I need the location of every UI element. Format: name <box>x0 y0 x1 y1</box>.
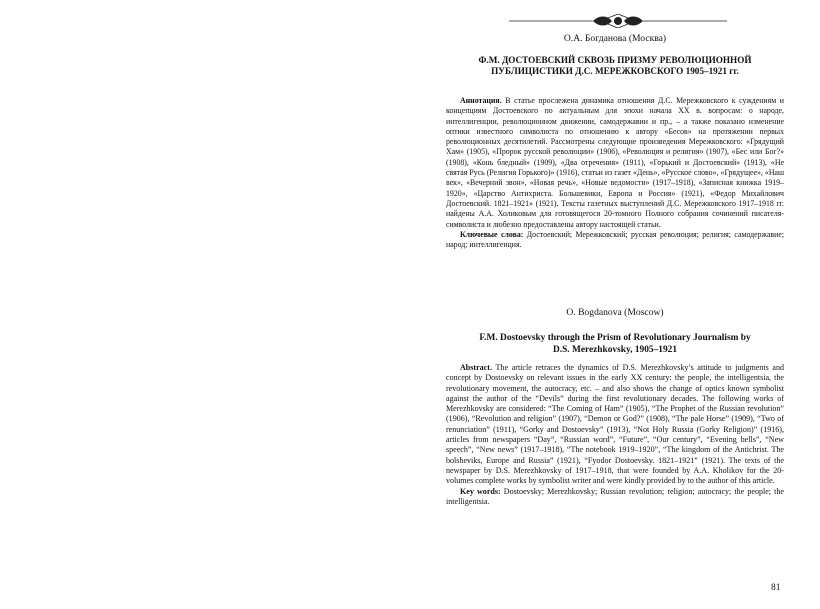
abstract-en-text: The article retraces the dynamics of D.S. Merezhkovsky’s attitude to judgments and concept by Dostoevsky on relevant issues in the early XX century: the people, the intelligentsia, the revolutionary movement, the autocracy, etc. – and also shows the change of optics known symbolist against the author of the “Devils” during the first revolutionary decades. The following works of Merezhkovsky are considered: “The Coming of Ham” (1905), “The Prophet of the Russian revolution” (1906), “Revolution and religion” (1907), “Demon or God?” (1908), “The pale Horse” (1909), “Two of renunciation” (1911), “Gorky and Dostoevsky” (1913), “Not Holy Russia (Gorky Religion)” (1916), articles from newspapers “Day”, “Russian word”, “Future”, “Our century”, “Evening bells”, “New speech”, “New news” (1917–1918), “The notebook 1919–1920”, “The kingdom of the Antichrist. The bolsheviks, Europe and Russia” (1921), “Fyodor Dostoevsky. 1821–1921” (1921). The texts of the newspaper by D.S. Merezhkovsky of 1917–1918, that were founded by A.A. Kholikov for the 20-volumes complete works by symbolist writer and were kindly provided by to the author of this article. <box>446 363 784 486</box>
title-ru-line-2: ПУБЛИЦИСТИКИ Д.С. МЕРЕЖКОВСКОГО 1905–1921 гг. <box>491 66 739 77</box>
abstract-en-paragraph <box>446 363 784 487</box>
abstract-ru-label: Аннотация. <box>460 96 502 105</box>
keywords-ru-text: Достоевский; Мережковский; русская революция; религия; самодержавие; народ; интеллигенция. <box>446 229 784 250</box>
author-ru: О.А. Богданова (Москва) <box>563 33 667 44</box>
abstract-ru-text: В статье прослежена динамика отношения Д.С. Мережковского к суждениям и концепциям Достоевского по актуальным для эпохи начала XX в. вопросам: о народе, интеллигенции, революционном движении, самодержавии и пр., – а также показано изменение оптики известного символиста по отношению к автору «Бесов» на протяжении первых революционных десятилетий. Рассмотрены следующие произведения Мережковского: «Грядущий Хам» (1905), «Пророк русской революции» (1906), «Революция и религия» (1907), «Бес или Бог?» (1908), «Конь бледный» (1909), «Два отречения» (1911), «Горький и Достоевский» (1913), «Не святая Русь (Религия Горького)» (1916), статьи из газет «День», «Русское слово», «Грядущее», «Наш век», «Вечерний звон», «Новая речь», «Новые ведомости» (1917–1918), «Записная книжка 1919–1920», «Царство Антихриста. Большевики, Европа и Россия» (1921), «Федор Михайлович Достоевский. 1821–1921» (1921). Тексты газетных выступлений Д.С. Мережковского 1917–1918 гг. найдены А.А. Холиковым для готовящегося 20-томного Полного собрания сочинений писателя-символиста и любезно предоставлены автору настоящей статьи. <box>446 96 784 229</box>
abstract-en <box>446 363 784 507</box>
keywords-en-paragraph <box>446 487 784 508</box>
title-en-line-1: F.M. Dostoevsky through the Prism of Revolutionary Journalism by <box>479 333 751 343</box>
keywords-ru-label: Ключевые слова: <box>460 229 524 239</box>
article-title-ru <box>446 55 784 78</box>
keywords-en-label: Key words: <box>460 486 501 496</box>
title-en-line-2: D.S. Merezhkovsky, 1905–1921 <box>552 344 678 355</box>
decorative-divider-icon <box>509 14 727 28</box>
abstract-en-label: Abstract. <box>460 363 492 372</box>
keywords-ru-paragraph <box>446 230 784 251</box>
keywords-en-text: Dostoevsky; Merezhkovsky; Russian revolution; religion; autocracy; the people; the intelligentsia. <box>446 486 784 506</box>
abstract-ru-paragraph <box>446 96 784 230</box>
page-number: 81 <box>771 583 781 593</box>
title-ru-line-1: Ф.М. ДОСТОЕВСКИЙ СКВОЗЬ ПРИЗМУ РЕВОЛЮЦИОННОЙ <box>478 55 752 65</box>
abstract-ru <box>446 96 784 250</box>
author-en: O. Bogdanova (Moscow) <box>566 307 664 318</box>
article-title-en <box>446 333 784 356</box>
